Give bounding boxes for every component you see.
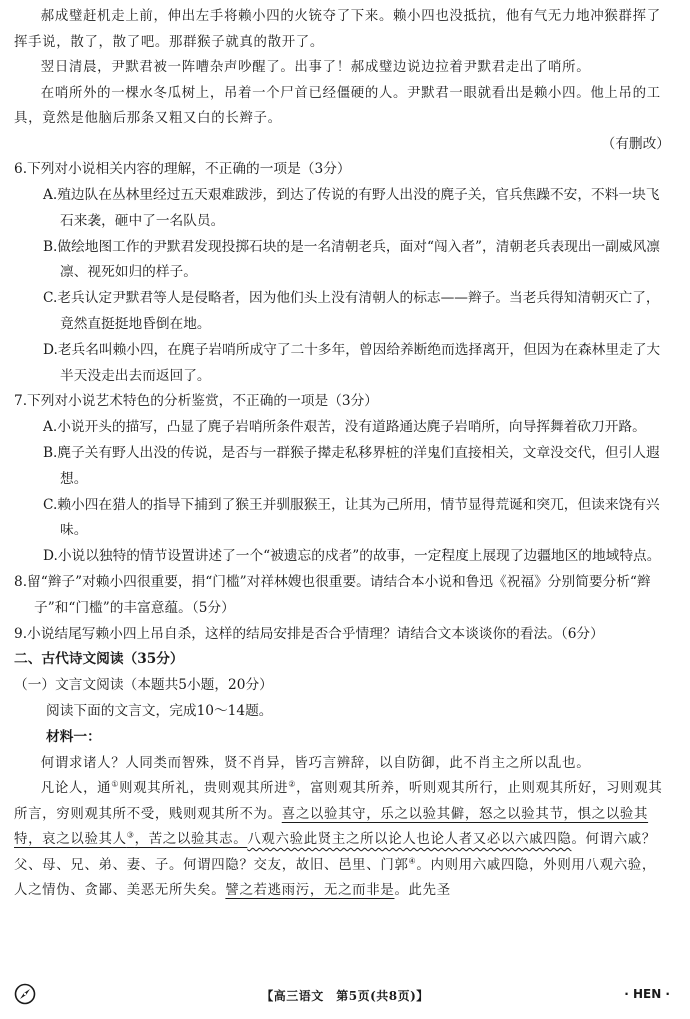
question-6-option-b: B.做绘地图工作的尹默君发现投掷石块的是一名清朝老兵，面对“闯入者”，清朝老兵表现出一副威风凛凛、视死如归的样子。 (43, 238, 660, 281)
section-2-title: 二、古代诗文阅读（35分） (14, 651, 184, 668)
footnote-marker-1: ① (111, 779, 120, 789)
question-7-option-c: C.赖小四在猎人的指导下捕到了猴王并驯服猴王，让其为己所用，情节显得荒诞和突兀，但读来饶有兴味。 (43, 496, 660, 539)
m2-text-j: 。此先圣 (394, 883, 451, 899)
revision-note: （有删改） (601, 135, 670, 152)
m2-text-h: 。内则用六戚四隐，外则用八观六验，人之情伪、贪鄙、美恶无所失矣。 (14, 857, 656, 899)
m2-text-d: 喜之以验其守，乐之以验其僻，怒之以验其节，惧之以验其特，哀之以验其人 (14, 806, 649, 848)
question-7-stem: 7.下列对小说艺术特色的分析鉴赏，不正确的一项是（3分） (14, 393, 378, 410)
question-9: 9.小说结尾写赖小四上吊自杀，这样的结局安排是否合乎情理？请结合文本谈谈你的看法。（6分） (14, 625, 604, 642)
story-paragraph-3: 在哨所外的一棵水冬瓜树上，吊着一个尸首已经僵硬的人。尹默君一眼就看出是赖小四。他上吊的工具，竟然是他脑后那条又粗又白的长辫子。 (14, 85, 661, 126)
material-1-paragraph-1: 何谓求诸人？人同类而智殊，贤不肖异，皆巧言辨辞，以自防御，此不肖主之所以乱也。 (40, 755, 591, 771)
question-6-option-a: A.殖边队在丛林里经过五天艰难跋涉，到达了传说的有野人出没的麂子关，官兵焦躁不安，不料一块飞石来袭，砸中了一名队员。 (43, 187, 660, 229)
m2-text-b: 则观其所礼，贵则观其所进 (119, 781, 289, 797)
story-paragraph-2: 翌日清晨，尹默君被一阵嘈杂声吵醒了。出事了！郝成璧边说边拉着尹默君走出了哨所。 (40, 60, 591, 75)
footnote-marker-3: ③ (126, 830, 135, 840)
m2-text-e: ，苦之以验其志。 (134, 832, 248, 848)
material-1-label: 材料一： (46, 728, 101, 745)
question-6-stem: 6.下列对小说相关内容的理解，不正确的一项是（3分） (14, 161, 351, 178)
question-8: 8.留“辫子”对赖小四很重要，捐“门槛”对祥林嫂也很重要。请结合本小说和鲁迅《祝福》分别简要分析“辫子”和“门槛”的丰富意蕴。（5分） (14, 574, 651, 616)
m2-text-a: 凡论人，通 (40, 781, 112, 797)
section-2-subtitle: （一）文言文阅读（本题共5小题，20分） (14, 677, 273, 694)
m2-text-g: 。何谓六戚？父、母、兄、弟、妻、子。何谓四隐？交友，故旧、邑里、门郭 (14, 832, 656, 873)
footnote-marker-2: ② (288, 779, 297, 789)
question-7-option-a: A.小说开头的描写，凸显了麂子岩哨所条件艰苦，没有道路通达麂子岩哨所，向导挥舞着砍刀开路。 (43, 419, 646, 436)
question-7-option-b: B.麂子关有野人出没的传说，是否与一群猴子撵走私移界桩的洋鬼们直接相关，文章没交代，但引人遐想。 (43, 445, 660, 487)
section-2-instruction: 阅读下面的文言文，完成10～14题。 (46, 703, 273, 720)
material-1-paragraph-2 (14, 776, 670, 904)
page-footer (0, 980, 690, 1010)
underlined-sentence: 譬之若逃雨污，无之而非是 (225, 883, 395, 899)
wavy-underlined-sentence: 八观六验此贤主之所以论人也论人者又必以六戚四隐 (247, 832, 572, 848)
question-6-option-c: C.老兵认定尹默君等人是侵略者，因为他们头上没有清朝人的标志——辫子。当老兵得知清朝灭亡了，竟然直挺挺地昏倒在地。 (43, 290, 660, 333)
story-paragraph-1: 郝成璧赶机走上前，伸出左手将赖小四的火铳夺了下来。赖小四也没抵抗，他有气无力地冲猴群挥了挥手说，散了，散了吧。那群猴子就真的散开了。 (14, 9, 661, 50)
question-6-option-d: D.老兵名叫赖小四，在麂子岩哨所成守了二十多年，曾因给养断绝而选择离开，但因为在森林里走了大半天没走出去而返回了。 (43, 341, 661, 384)
m2-text-c: ，富则观其所养，听则观其所行，止则观其所好，习则观其所言，穷则观其所不受，贱则观其所不为。 (14, 781, 663, 822)
footnote-marker-4: ④ (408, 856, 417, 866)
question-7-option-d: D.小说以独特的情节设置讲述了一个“被遗忘的戍者”的故事，一定程度上展现了边疆地区的地域特点。 (43, 548, 661, 565)
page-number-label: 【高三语文 第5页(共8页)】 (261, 989, 429, 1003)
region-code: · HEN · (624, 987, 670, 1001)
